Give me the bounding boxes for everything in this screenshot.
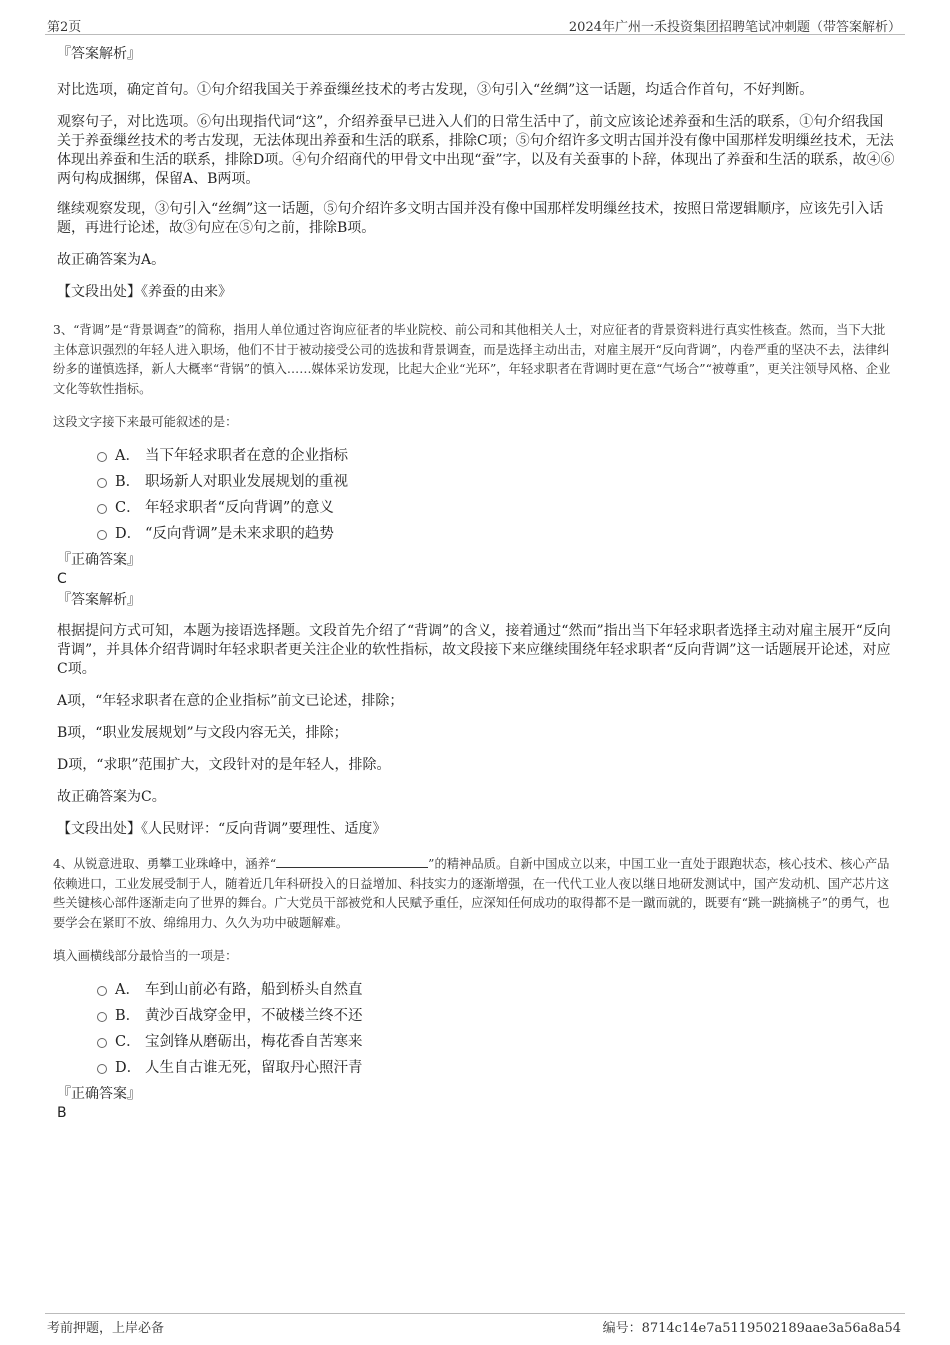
option-c[interactable]	[97, 495, 897, 521]
option-text: “反向背调”是未来求职的趋势	[145, 526, 334, 542]
analysis-paragraph: 继续观察发现，③句引入“丝绸”这一话题，⑤句介绍许多文明古国并没有像中国那样发明缫丝技术，按照日常逻辑顺序，应该先引入话题，再进行论述，故③句应在⑤句之前，排除B项。	[57, 201, 884, 236]
option-a[interactable]	[97, 977, 897, 1003]
analysis-paragraph: 根据提问方式可知，本题为接语选择题。文段首先介绍了“背调”的含义，接着通过“然而”指出当下年轻求职者选择主动对雇主展开“反向背调”，并具体介绍背调时年轻求职者更关注企业的软性指标，故文段接下来应继续围绕年轻求职者“反向背调”这一话题展开论述，对应C项。	[57, 623, 891, 677]
question-4-options	[97, 977, 897, 1081]
option-letter: A．	[115, 448, 140, 464]
analysis-paragraph: B项，“职业发展规划”与文段内容无关，排除；	[57, 725, 348, 741]
page-number: 第2页	[47, 20, 82, 35]
option-d[interactable]	[97, 1055, 897, 1081]
option-b[interactable]	[97, 1003, 897, 1029]
option-text: 宝剑锋从磨砺出，梅花香自苦寒来	[145, 1034, 363, 1050]
analysis-label: 『答案解析』	[57, 592, 141, 608]
radio-button[interactable]	[97, 1038, 107, 1048]
analysis-paragraph: D项，“求职”范围扩大，文段针对的是年轻人，排除。	[57, 757, 391, 773]
option-text: 职场新人对职业发展规划的重视	[145, 474, 348, 490]
option-text: 年轻求职者“反向背调”的意义	[145, 500, 334, 516]
analysis-label: 『答案解析』	[57, 46, 141, 62]
option-letter: B．	[115, 1008, 141, 1024]
question-4-prompt: 填入画横线部分最恰当的一项是：	[53, 949, 238, 963]
correct-answer: B	[57, 1105, 67, 1121]
option-letter: B．	[115, 474, 141, 490]
question-4-text-after: ”的精神品质。自新中国成立以来，中国工业一直处于跟跑状态，核心技术、核心产品依赖进口，工业发展受制于人，随着近几年科研投入的日益增加、科技实力的逐渐增强，在一代代工业人夜以继日地研发测试中，国产发动机、国产芯片这些关键核心部件逐渐走向了世界的舞台。广大党员干部被党和人民赋予重任，应深知任何成功的取得都不是一蹴而就的，既要有“跳一跳摘桃子”的勇气，也要学会在紧盯不放、绵绵用力、久久为功中破题解难。	[53, 857, 890, 930]
option-text: 车到山前必有路，船到桥头自然直	[145, 982, 363, 998]
correct-answer: C	[57, 571, 67, 587]
answer-label: 『正确答案』	[57, 552, 141, 568]
option-d[interactable]	[97, 521, 897, 547]
passage-source: 【文段出处】《人民财评：“反向背调”要理性、适度》	[57, 821, 387, 837]
passage-source: 【文段出处】《养蚕的由来》	[57, 284, 232, 300]
document-code: 编号：8714c14e7a5119502189aae3a56a8a54	[602, 1321, 901, 1336]
radio-button[interactable]	[97, 1064, 107, 1074]
radio-button[interactable]	[97, 504, 107, 514]
analysis-conclusion: 故正确答案为C。	[57, 789, 166, 805]
document-body	[53, 44, 897, 1122]
option-c[interactable]	[97, 1029, 897, 1055]
page-header	[45, 14, 905, 35]
page-footer	[45, 1313, 905, 1334]
question-4-text	[53, 855, 897, 933]
question-3-options	[97, 443, 897, 547]
analysis-paragraph: 观察句子，对比选项。⑥句出现指代词“这”，介绍养蚕早已进入人们的日常生活中了，前文应该论述养蚕和生活的联系，①句介绍我国关于养蚕缫丝技术的考古发现，无法体现出养蚕和生活的联系，排除C项；⑤句介绍许多文明古国并没有像中国那样发明缫丝技术，无法体现出养蚕和生活的联系，排除D项。④句介绍商代的甲骨文中出现“蚕”字，以及有关蚕事的卜辞，体现出了养蚕和生活的联系，故④⑥两句构成捆绑，保留A、B两项。	[57, 114, 895, 187]
option-letter: C．	[115, 1034, 141, 1050]
option-letter: D．	[115, 1060, 142, 1076]
option-text: 当下年轻求职者在意的企业指标	[145, 448, 348, 464]
option-letter: A．	[115, 982, 140, 998]
document-title: 2024年广州一禾投资集团招聘笔试冲刺题（带答案解析）	[568, 20, 901, 35]
question-4-text-before: 4、从锐意进取、勇攀工业珠峰中，涵养“	[53, 857, 277, 871]
option-text: 人生自古谁无死，留取丹心照汗青	[145, 1060, 363, 1076]
footer-slogan: 考前押题，上岸必备	[47, 1321, 165, 1336]
option-letter: D．	[115, 526, 142, 542]
option-a[interactable]	[97, 443, 897, 469]
option-text: 黄沙百战穿金甲，不破楼兰终不还	[145, 1008, 363, 1024]
option-letter: C．	[115, 500, 141, 516]
answer-label: 『正确答案』	[57, 1086, 141, 1102]
analysis-paragraph: A项，“年轻求职者在意的企业指标”前文已论述，排除；	[57, 693, 404, 709]
analysis-paragraph: 对比选项，确定首句。①句介绍我国关于养蚕缫丝技术的考古发现，③句引入“丝绸”这一话题，均适合作首句，不好判断。	[57, 82, 814, 98]
radio-button[interactable]	[97, 1012, 107, 1022]
analysis-conclusion: 故正确答案为A。	[57, 252, 166, 268]
radio-button[interactable]	[97, 478, 107, 488]
question-3-text: 3、“背调”是“背景调查”的简称，指用人单位通过咨询应征者的毕业院校、前公司和其他相关人士，对应征者的背景资料进行真实性核查。然而，当下大批主体意识强烈的年轻人进入职场，他们不甘于被动接受公司的选拔和背景调查，而是选择主动出击，对雇主展开“反向背调”，内卷严重的坚决不去，法律纠纷多的谨慎选择，新人大概率“背锅”的慎入……媒体采访发现，比起大企业“光环”，年轻求职者在背调时更在意“气场合”“被尊重”，更关注领导风格、企业文化等软性指标。	[53, 323, 891, 396]
fill-blank	[276, 856, 428, 868]
radio-button[interactable]	[97, 986, 107, 996]
radio-button[interactable]	[97, 530, 107, 540]
question-3-prompt: 这段文字接下来最可能叙述的是：	[53, 415, 238, 429]
radio-button[interactable]	[97, 452, 107, 462]
option-b[interactable]	[97, 469, 897, 495]
